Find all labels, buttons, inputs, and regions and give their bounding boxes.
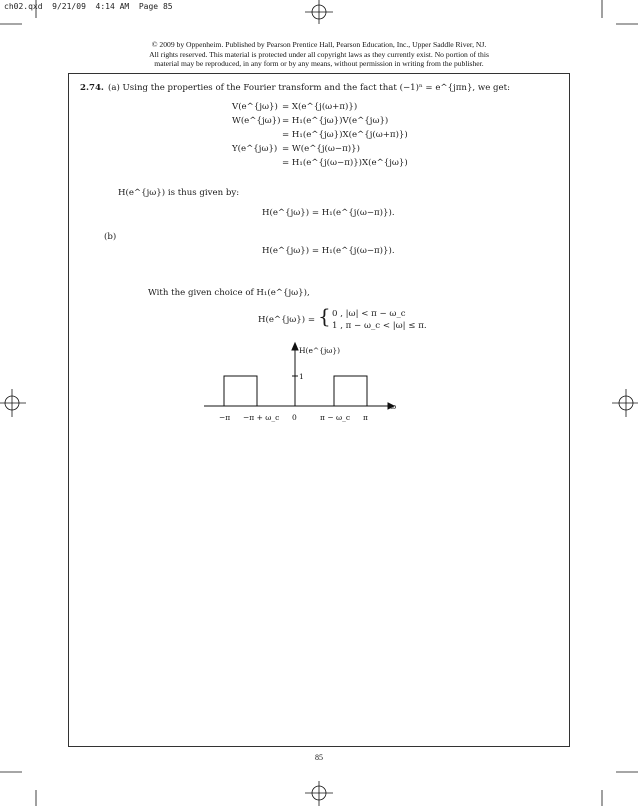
tick-label: π − ω_c — [320, 413, 351, 422]
vertical-axis-arrow — [292, 343, 298, 350]
plot-level-label: 1 — [299, 372, 304, 381]
eq-lhs: Y(e^{jω}) — [232, 144, 278, 154]
eq-lhs: V(e^{jω}) — [232, 102, 278, 112]
eq-rhs: = H₁(e^{j(ω−π)})X(e^{jω}) — [282, 158, 408, 168]
eq-lhs: W(e^{jω}) — [232, 116, 281, 126]
plot-x-label: ω — [390, 402, 397, 411]
copyright-line: © 2009 by Oppenheim. Published by Pearson Prentice Hall, Pearson Education, Inc., Upper Saddle River, NJ. — [151, 40, 487, 49]
thus-text: H(e^{jω}) is thus given by: — [118, 188, 240, 198]
plot-y-label: H(e^{jω}) — [299, 346, 341, 355]
copyright-notice — [110, 40, 528, 69]
copyright-line: material may be reproduced, in any form or by any means, without permission in writing from the publisher. — [154, 59, 484, 69]
tick-label: −π — [219, 413, 231, 422]
part-b-label: (b) — [104, 232, 117, 242]
eq-rhs: = W(e^{j(ω−π)}) — [282, 144, 360, 154]
eq-rhs: = X(e^{j(ω+π)}) — [282, 102, 358, 112]
piecewise-row: 0 , |ω| < π − ω_c — [332, 309, 406, 319]
choice-text: With the given choice of H₁(e^{jω}), — [148, 288, 310, 298]
eq-h-equals-h1: H(e^{jω}) = H₁(e^{j(ω−π)}). — [262, 208, 395, 218]
eq-rhs: = H₁(e^{jω})X(e^{j(ω+π)}) — [282, 130, 408, 140]
brace: { — [318, 304, 331, 328]
tick-label: 0 — [292, 413, 297, 422]
problem-intro: (a) Using the properties of the Fourier transform and the fact that (−1)ⁿ = e^{jπn}, we get: — [108, 83, 510, 93]
print-slug: ch02.qxd 9/21/09 4:14 AM Page 85 — [4, 2, 173, 11]
right-pass-band — [334, 376, 367, 406]
piecewise-row: 1 , π − ω_c < |ω| ≤ π. — [332, 321, 427, 331]
left-pass-band — [224, 376, 257, 406]
problem-number: 2.74. — [80, 83, 104, 93]
tick-label: π — [363, 413, 368, 422]
tick-label: −π + ω_c — [243, 413, 280, 422]
eq-rhs: = H₁(e^{jω})V(e^{jω}) — [282, 116, 389, 126]
eq-h-equals-h1-b: H(e^{jω}) = H₁(e^{j(ω−π)}). — [262, 246, 395, 256]
copyright-line: All rights reserved. This material is protected under all copyright laws as they currently exist. No portion of this — [149, 49, 489, 59]
page-number: 85 — [315, 753, 323, 762]
piecewise-lhs: H(e^{jω}) = — [258, 315, 316, 325]
